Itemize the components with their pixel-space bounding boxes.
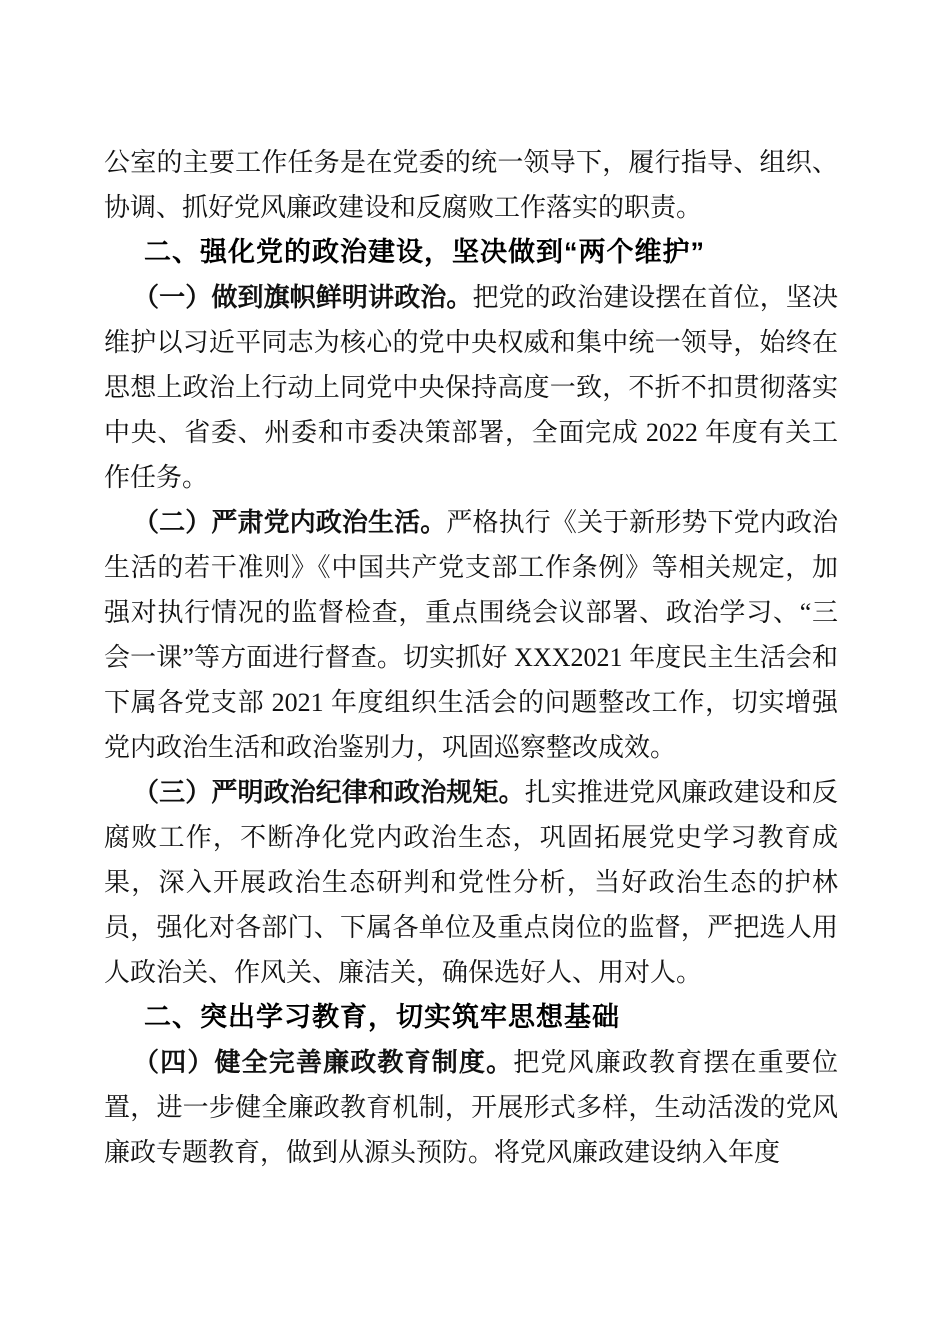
paragraph-item-1 [104,275,838,500]
paragraph-item-4-lead: （四）健全完善廉政教育制度。 [133,1048,514,1077]
paragraph-continuation: 公室的主要工作任务是在党委的统一领导下，履行指导、组织、协调、抓好党风廉政建设和反腐败工作落实的职责。 [104,148,838,222]
section-heading-political-building: 二、强化党的政治建设，坚决做到“两个维护” [144,237,705,267]
paragraph-item-3-text: 扎实推进党风廉政建设和反腐败工作，不断净化党内政治生态，巩固拓展党史学习教育成果，深入开展政治生态研判和党性分析，当好政治生态的护林员，强化对各部门、下属各单位及重点岗位的监督，严把选人用人政治关、作风关、廉洁关，确保选好人、用对人。 [104,778,838,987]
paragraph-item-1-lead: （一）做到旗帜鲜明讲政治。 [133,283,473,312]
paragraph-item-2-text: 严格执行《关于新形势下党内政治生活的若干准则》《中国共产党支部工作条例》等相关规定，加强对执行情况的监督检查，重点围绕会议部署、政治学习、“三会一课”等方面进行督查。切实抓好 XXX2021 年度民主生活会和下属各党支部 2021 年度组织生活会的问题整改工作，切实增强党内政治生活和政治鉴别力，巩固巡察整改成效。 [104,508,838,762]
paragraph-item-2 [104,500,838,770]
paragraph-item-1-text: 把党的政治建设摆在首位，坚决维护以习近平同志为核心的党中央权威和集中统一领导，始终在思想上政治上行动上同党中央保持高度一致，不折不扣贯彻落实中央、省委、州委和市委决策部署，全面完成 2022 年度有关工作任务。 [104,283,838,492]
paragraph-item-4 [104,1040,838,1175]
paragraph-item-4-text: 把党风廉政教育摆在重要位置，进一步健全廉政教育机制，开展形式多样，生动活泼的党风廉政专题教育，做到从源头预防。将党风廉政建设纳入年度 [104,1048,838,1167]
section-heading-study-education: 二、突出学习教育，切实筑牢思想基础 [144,1002,620,1032]
paragraph-item-3-lead: （三）严明政治纪律和政治规矩。 [133,778,525,807]
document-text-block [104,140,838,1175]
paragraph-item-3 [104,770,838,995]
paragraph-item-2-lead: （二）严肃党内政治生活。 [133,508,447,537]
